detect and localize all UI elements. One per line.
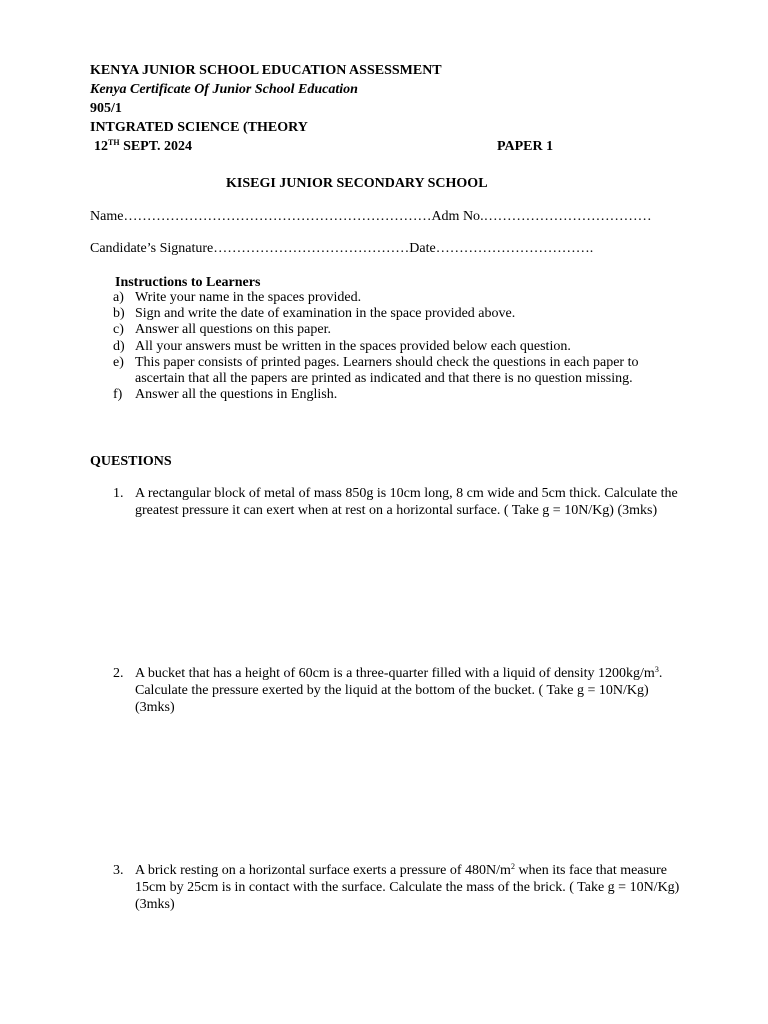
exam-date	[94, 138, 192, 155]
instruction-label: f)	[113, 387, 123, 402]
instruction-text: Write your name in the spaces provided.	[135, 290, 362, 305]
instruction-text: Answer all the questions in English.	[135, 387, 338, 402]
question-marks: (3mks)	[135, 897, 175, 912]
paper-number: PAPER 1	[497, 139, 554, 154]
subject-title: INTGRATED SCIENCE (THEORY	[90, 120, 308, 135]
question-number: 2.	[113, 666, 124, 681]
question-text-tail: .	[658, 666, 663, 681]
exam-date-rest: SEPT. 2024	[119, 139, 193, 154]
instruction-label: d)	[113, 339, 125, 354]
unit-exponent: 2	[510, 862, 515, 871]
adm-no-label: Adm No	[431, 209, 481, 224]
instruction-text: All your answers must be written in the spaces provided below each question.	[135, 339, 571, 354]
question-number: 3.	[113, 863, 124, 878]
certificate-title: Kenya Certificate Of Junior School Education	[90, 82, 358, 97]
adm-no-field[interactable]: .………………………………	[480, 209, 652, 224]
instructions-title: Instructions to Learners	[115, 275, 261, 290]
question-text-main: A brick resting on a horizontal surface exerts a pressure of 480N/m	[135, 863, 511, 878]
question-text-continued: 15cm by 25cm is in contact with the surface. Calculate the mass of the brick. ( Take g = 10N/Kg)	[135, 880, 680, 895]
instruction-label: b)	[113, 306, 125, 321]
instruction-text: Answer all questions on this paper.	[135, 322, 331, 337]
instruction-label: c)	[113, 322, 124, 337]
question-text	[135, 862, 667, 879]
signature-label: Candidate’s Signature	[90, 241, 214, 256]
instruction-text: Sign and write the date of examination in the space provided above.	[135, 306, 516, 321]
exam-date-day: 12	[94, 139, 108, 154]
instruction-label: e)	[113, 355, 124, 370]
exam-body-title: KENYA JUNIOR SCHOOL EDUCATION ASSESSMENT	[90, 63, 442, 78]
exam-date-suffix: TH	[108, 138, 120, 147]
questions-heading: QUESTIONS	[90, 454, 172, 469]
name-field[interactable]: …………………………………………………………	[123, 209, 432, 224]
question-text-main: A bucket that has a height of 60cm is a three-quarter filled with a liquid of density 1200kg/m	[135, 666, 655, 681]
question-text-continued: greatest pressure it can exert when at rest on a horizontal surface. ( Take g = 10N/Kg) (3mks)	[135, 503, 658, 518]
date-label: Date	[409, 241, 436, 256]
instruction-text-continued: ascertain that all the papers are printed as indicated and that there is no question missing.	[135, 371, 633, 386]
question-number: 1.	[113, 486, 124, 501]
signature-date-line	[90, 240, 593, 257]
instruction-label: a)	[113, 290, 124, 305]
question-text	[135, 665, 662, 682]
signature-field[interactable]: ……………………………………	[213, 241, 410, 256]
unit-exponent: 3	[654, 665, 659, 674]
question-text-continued: Calculate the pressure exerted by the liquid at the bottom of the bucket. ( Take g = 10N/Kg)	[135, 683, 649, 698]
school-name: KISEGI JUNIOR SECONDARY SCHOOL	[226, 176, 488, 191]
name-adm-line	[90, 208, 652, 225]
question-marks: (3mks)	[135, 700, 175, 715]
instruction-text: This paper consists of printed pages. Learners should check the questions in each paper to	[135, 355, 639, 370]
question-text: A rectangular block of metal of mass 850g is 10cm long, 8 cm wide and 5cm thick. Calculate the	[135, 486, 678, 501]
paper-code: 905/1	[90, 101, 122, 116]
name-label: Name	[90, 209, 124, 224]
date-field[interactable]: …………………………….	[435, 241, 594, 256]
question-text-tail: when its face that measure	[514, 863, 667, 878]
